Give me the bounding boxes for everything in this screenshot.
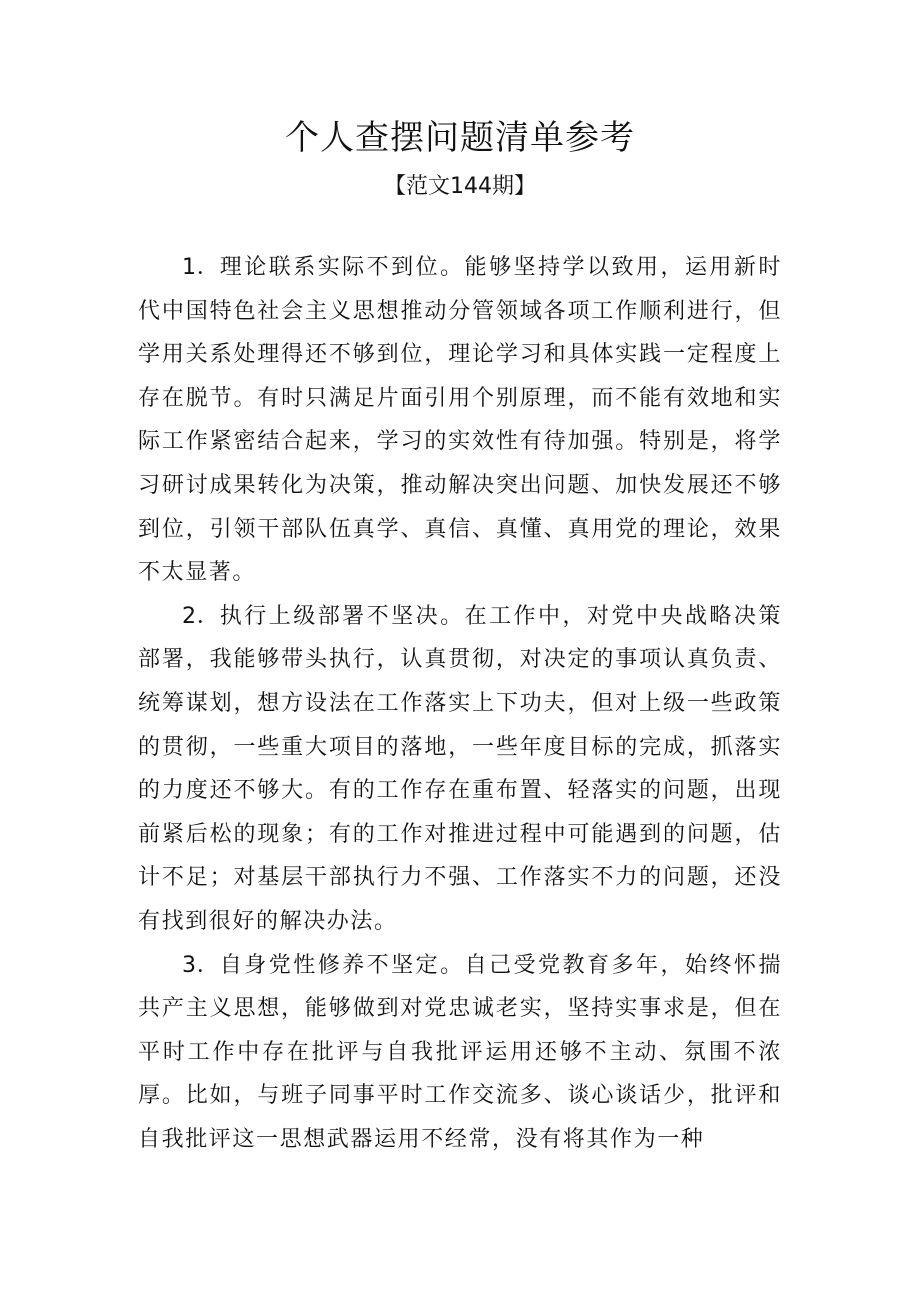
document-subtitle: 【范文144期】	[384, 174, 536, 199]
paragraph-2	[138, 595, 782, 944]
paragraph-text: 执行上级部署不坚决。在工作中，对党中央战略决策部署，我能够带头执行，认真贯彻，对决定的事项认真负责、统筹谋划，想方设法在工作落实上下功夫，但对上级一些政策的贯彻，一些重大项目的落地，一些年度目标的完成，抓落实的力度还不够大。有的工作存在重布置、轻落实的问题，出现前紧后松的现象；有的工作对推进过程中可能遇到的问题，估计不足；对基层干部执行力不强、工作落实不力的问题，还没有找到很好的解决办法。	[138, 603, 782, 934]
paragraph-text: 自身党性修养不坚定。自己受党教育多年，始终怀揣共产主义思想，能够做到对党忠诚老实，坚持实事求是，但在平时工作中存在批评与自我批评运用还够不主动、氛围不浓厚。比如，与班子同事平时工作交流多、谈心谈话少，批评和自我批评这一思想武器运用不经常，没有将其作为一种	[138, 952, 782, 1152]
paragraph-text: 理论联系实际不到位。能够坚持学以致用，运用新时代中国特色社会主义思想推动分管领域各项工作顺利进行，但学用关系处理得还不够到位，理论学习和具体实践一定程度上存在脱节。有时只满足片面引用个别原理，而不能有效地和实际工作紧密结合起来，学习的实效性有待加强。特别是，将学习研讨成果转化为决策，推动解决突出问题、加快发展还不够到位，引领干部队伍真学、真信、真懂、真用党的理论，效果不太显著。	[138, 255, 782, 586]
paragraph-number: 3．	[182, 952, 220, 978]
paragraph-number: 2．	[182, 603, 220, 629]
paragraph-3	[138, 944, 782, 1162]
paragraph-1	[138, 246, 782, 595]
document-body	[138, 246, 782, 1161]
paragraph-number: 1．	[182, 255, 220, 280]
document-title: 个人查摆问题清单参考	[285, 118, 635, 158]
